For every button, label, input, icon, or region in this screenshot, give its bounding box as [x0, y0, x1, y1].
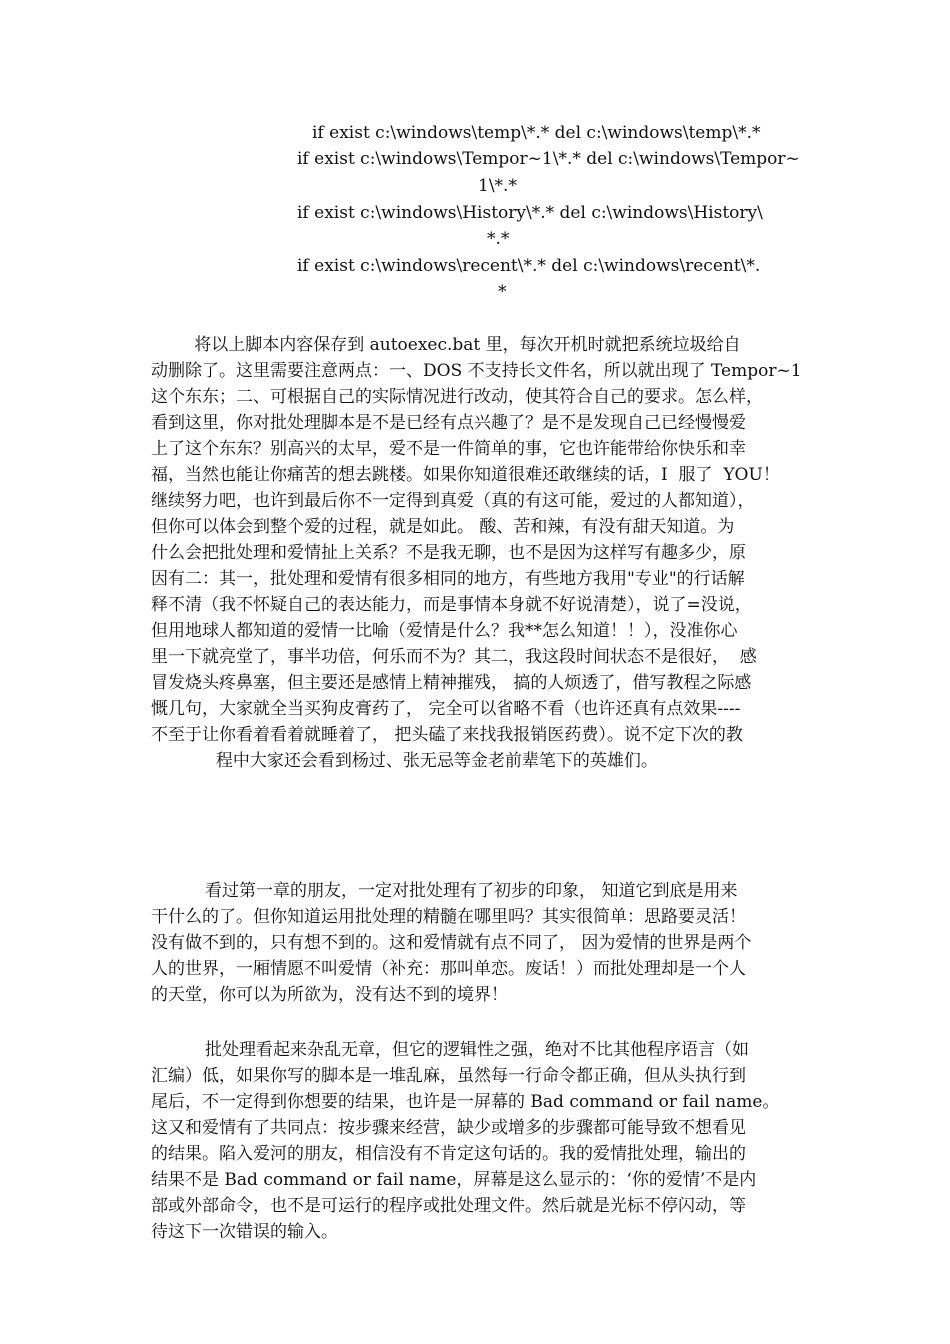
text-line: 继续努力吧，也许到最后你不一定得到真爱（真的有这可能，爱过的人都知道），	[151, 491, 755, 511]
text-line: 看到这里，你对批处理脚本是不是已经有点兴趣了？是不是发现自己已经慢慢爱	[151, 413, 746, 433]
text-line: 看过第一章的朋友，一定对批处理有了初步的印象， 知道它到底是用来	[151, 881, 738, 901]
text-line: 程中大家还会看到杨过、张无忌等金老前辈笔下的英雄们。	[151, 751, 658, 771]
text-line: 待这下一次错误的输入。	[151, 1222, 338, 1242]
code-line: if exist c:\windows\temp\*.* del c:\windows\temp\*.*	[312, 123, 761, 143]
text-line: 汇编）低，如果你写的脚本是一堆乱麻，虽然每一行命令都正确，但从头执行到	[151, 1066, 746, 1086]
text-line: 上了这个东东？别高兴的太早，爱不是一件简单的事，它也许能带给你快乐和幸	[151, 439, 746, 459]
text-line: 但你可以体会到整个爱的过程，就是如此。 酸、苦和辣，有没有甜天知道。为	[151, 517, 735, 537]
text-line: 尾后，不一定得到你想要的结果，也许是一屏幕的 Bad command or fail name。	[151, 1092, 780, 1112]
text-line: 将以上脚本内容保存到 autoexec.bat 里，每次开机时就把系统垃圾给自	[151, 335, 741, 355]
text-line: 因有二：其一，批处理和爱情有很多相同的地方，有些地方我用"专业"的行话解	[151, 569, 745, 589]
text-line: 没有做不到的，只有想不到的。这和爱情就有点不同了， 因为爱情的世界是两个	[151, 933, 752, 953]
text-line: 什么会把批处理和爱情扯上关系？不是我无聊，也不是因为这样写有趣多少，原	[151, 543, 746, 563]
text-line: 这又和爱情有了共同点：按步骤来经营，缺少或增多的步骤都可能导致不想看见	[151, 1118, 746, 1138]
paragraph-explanation	[151, 332, 861, 774]
text-line: 这个东东；二、可根据自己的实际情况进行改动，使其符合自己的要求。怎么样，	[151, 387, 763, 407]
text-line: 部或外部命令，也不是可运行的程序或批处理文件。然后就是光标不停闪动，等	[151, 1196, 746, 1216]
text-line: 福，当然也能让你痛苦的想去跳楼。如果你知道很难还敢继续的话，I 服了 YOU！	[151, 465, 780, 485]
code-line: *.*	[487, 229, 510, 249]
text-line: 人的世界，一厢情愿不叫爱情（补充：那叫单恋。废话！）而批处理却是一个人	[151, 959, 746, 979]
code-line: if exist c:\windows\recent\*.* del c:\windows\recent\*.	[297, 256, 761, 276]
text-line: 动删除了。这里需要注意两点：一、DOS 不支持长文件名，所以就出现了 Tempor~1	[151, 361, 802, 381]
text-line: 冒发烧头疼鼻塞，但主要还是感情上精神摧残， 搞的人烦透了，借写教程之际感	[151, 673, 752, 693]
text-line: 但用地球人都知道的爱情一比喻（爱情是什么？我**怎么知道！！），没准你心	[151, 621, 738, 641]
paragraph-chapter-recap	[151, 878, 861, 1008]
text-line: 干什么的了。但你知道运用批处理的精髓在哪里吗？其实很简单：思路要灵活！	[151, 907, 746, 927]
code-line: if exist c:\windows\History\*.* del c:\windows\History\	[297, 203, 763, 223]
text-line: 的结果。陷入爱河的朋友，相信没有不肯定这句话的。我的爱情批处理，输出的	[151, 1144, 746, 1164]
text-line: 批处理看起来杂乱无章，但它的逻辑性之强，绝对不比其他程序语言（如	[151, 1040, 750, 1060]
text-line: 慨几句，大家就全当买狗皮膏药了， 完全可以省略不看（也许还真有点效果----	[151, 699, 741, 719]
text-line: 释不清（我不怀疑自己的表达能力，而是事情本身就不好说清楚），说了=没说，	[151, 595, 752, 615]
code-line: 1\*.*	[478, 176, 517, 196]
text-line: 结果不是 Bad command or fail name，屏幕是这么显示的：‘你的爱情’不是内	[151, 1170, 757, 1190]
paragraph-logic	[151, 1037, 861, 1245]
text-line: 里一下就亮堂了，事半功倍，何乐而不为？其二，我这段时间状态不是很好， 感	[151, 647, 757, 667]
text-line: 的天堂，你可以为所欲为，没有达不到的境界！	[151, 985, 508, 1005]
text-line: 不至于让你看着看着就睡着了， 把头磕了来找我报销医药费）。说不定下次的教	[151, 725, 743, 745]
code-line: if exist c:\windows\Tempor~1\*.* del c:\windows\Tempor~	[297, 149, 800, 169]
code-line: *	[498, 282, 507, 302]
